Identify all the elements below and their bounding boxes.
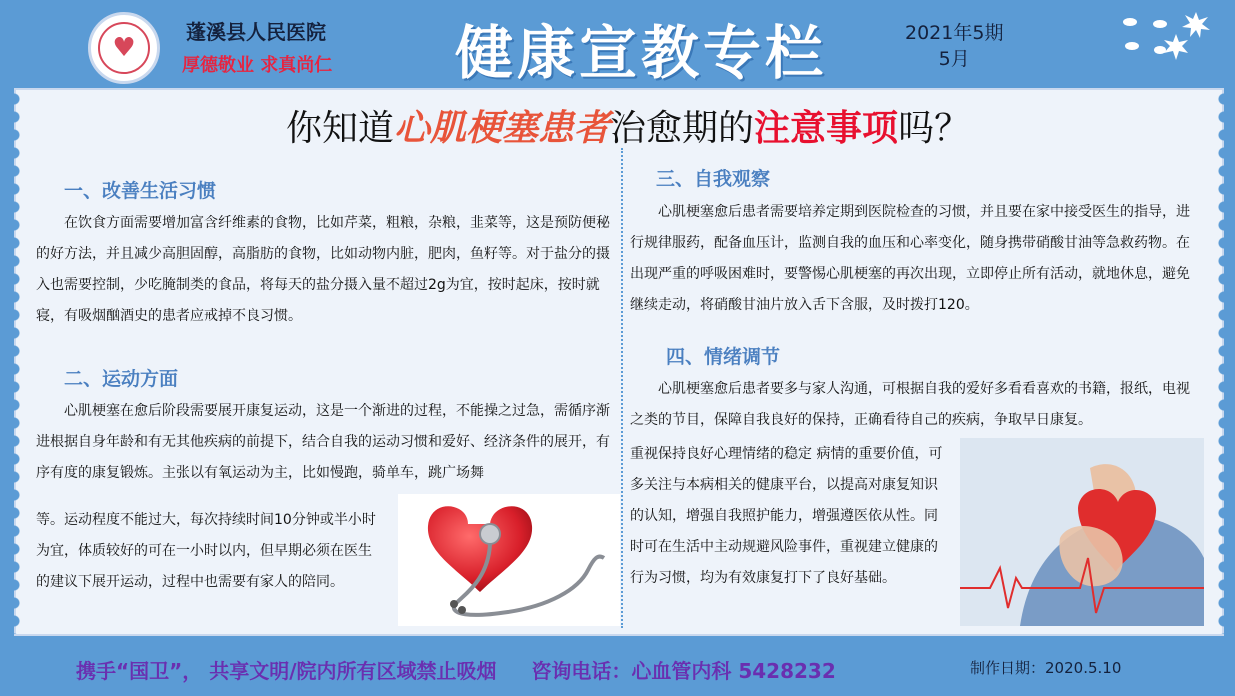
footer-date: [970, 657, 1121, 678]
section-4-title: 四、情绪调节: [666, 346, 781, 368]
section-3-title: 三、自我观察: [656, 168, 771, 190]
footer-date-value: 2020.5.10: [1045, 659, 1122, 677]
section-1-text: 在饮食方面需要增加富含纤维素的食物，比如芹菜，粗粮，杂粮，韭菜等，这是预防便秘的好方法，并且减少高胆固醇，高脂肪的食物，比如动物内脏，肥肉，鱼籽等。对于盐分的摄入也需要控制，少吃腌制类的食品，将每天的盐分摄入量不超过2g为宜，按时起床，按时就寝，有吸烟酗酒史的患者应戒掉不良习惯。: [36, 215, 610, 324]
issue-month: 5月: [938, 48, 970, 70]
footer-phone: 咨询电话：心血管内科 5428232: [531, 659, 836, 683]
page-title: 健康宣教专栏: [455, 19, 828, 87]
section-2-text-bottom: 等。运动程度不能过大，每次持续时间10分钟或半小时为宜，体质较好的可在一小时以内，但早期必须在医生的建议下展开运动，过程中也需要有家人的陪同。: [36, 512, 376, 590]
section-4-text-top: 心肌梗塞愈后患者要多与家人沟通，可根据自我的爱好多看看喜欢的书籍，报纸，电视之类的节目，保障自我良好的保持，正确看待自己的疾病，争取早日康复。: [630, 381, 1190, 428]
column-divider: [621, 148, 623, 628]
headline: [286, 100, 970, 151]
footer-date-label: 制作日期：: [970, 659, 1046, 677]
heart-chest-image: [960, 438, 1204, 626]
sparkle-icon: [1118, 10, 1218, 70]
headline-emphasis: 注意事项: [754, 108, 899, 149]
headline-script: 心肌梗塞患者: [394, 107, 611, 149]
section-4-text-bottom: 重视保持良好心理情绪的稳定 病情的重要价值，可多关注与本病相关的健康平台，以提高对康复知识的认知，增强自我照护能力，增强遵医依从性。同时可在生活中主动规避风险事件，重视建立健康的行为习惯，均为有效康复打下了良好基础。: [630, 446, 943, 586]
section-3-text: 心肌梗塞愈后患者需要培养定期到医院检查的习惯，并且要在家中接受医生的指导，进行规律服药，配备血压计，监测自我的血压和心率变化，随身携带硝酸甘油等急救药物。在出现严重的呼吸困难时，要警惕心肌梗塞的再次出现，立即停止所有活动，就地休息，避免继续走动，将硝酸甘油片放入舌下含服，及时拨打120。: [630, 204, 1190, 313]
hospital-motto: 厚德敬业 求真尚仁: [182, 55, 333, 76]
headline-prefix: 你知道: [286, 108, 395, 149]
heart-stethoscope-image: [398, 494, 620, 626]
footer-slogan-text: 携手“国卫”， 共享文明/院内所有区域禁止吸烟: [76, 659, 497, 683]
issue-info: [905, 20, 1003, 72]
hospital-name: 蓬溪县人民医院: [186, 20, 326, 44]
section-2-title: 二、运动方面: [64, 368, 179, 390]
section-1-title: 一、改善生活习惯: [64, 180, 217, 202]
headline-middle: 治愈期的: [610, 108, 755, 149]
hospital-logo-icon: ♥: [88, 12, 160, 84]
issue-number: 2021年5期: [905, 22, 1004, 44]
section-2-text-top: 心肌梗塞在愈后阶段需要展开康复运动，这是一个渐进的过程，不能操之过急，需循序渐进根据自身年龄和有无其他疾病的前提下，结合自我的运动习惯和爱好、经济条件的展开，有序有度的康复锻炼。主张以有氧运动为主，比如慢跑，骑单车，跳广场舞: [36, 403, 610, 481]
footer-slogan: [76, 655, 836, 684]
headline-suffix: 吗？: [898, 108, 971, 149]
